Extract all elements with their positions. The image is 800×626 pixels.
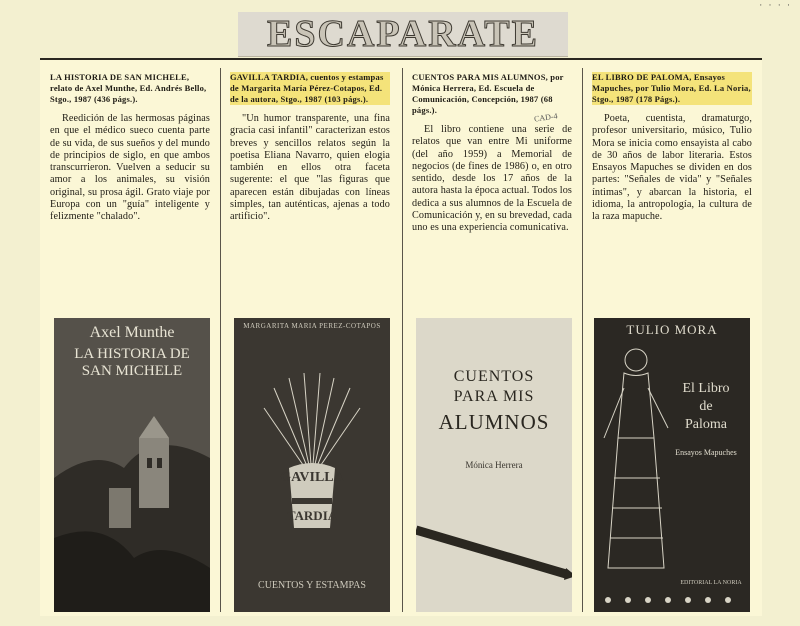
cover-illustration: [594, 318, 750, 612]
review-heading: CUENTOS PARA MIS ALUMNOS, por Mónica Herrera, Ed. Escuela de Comunicación, Concepción, 1987 (68 págs.).: [412, 72, 564, 115]
handwritten-note: CAD-4: [533, 111, 559, 124]
review-heading: EL LIBRO DE PALOMA, Ensayos Mapuches, por Tulio Mora, Ed. La Noria, Stgo., 1987 (178 Págs.).: [592, 72, 751, 104]
cover-author: Mónica Herrera: [465, 460, 523, 470]
cover-title: Paloma: [685, 417, 727, 432]
cover-author: MARGARITA MARIA PEREZ-COTAPOS: [243, 322, 381, 330]
review-column-4: [592, 72, 752, 224]
review-heading: LA HISTORIA DE SAN MICHELE, relato de Axel Munthe, Ed. Andrés Bello, Stgo., 1987 (436 págs.).: [50, 72, 207, 104]
cover-title: ALUMNOS: [438, 410, 550, 434]
cover-title: GAVILLA: [280, 470, 344, 485]
review-body: Reedición de las hermosas páginas en que el médico sueco cuenta parte de su vida, de sus sueños y del mundo de principios de siglo, en que ambos transcurrieron. Vuelven a seducir su amor a los animales, su visión original, su prosa ágil. Grato viaje por Europa con un "guía" inteligente y felizmente "chalado".: [50, 113, 210, 223]
review-column-2: [230, 72, 390, 224]
masthead-title: ESCAPARATE: [267, 13, 539, 55]
cover-title: El Libro: [682, 381, 730, 396]
cover-illustration: [234, 318, 390, 612]
cover-title: LA HISTORIA DE SAN MICHELE: [74, 346, 190, 379]
cover-title-block: [664, 380, 748, 434]
review-body: El libro contiene una serie de relatos que van entre Mi uniforme (del año 1959) a Memorial de negocios (de fines de 1986) o, en otro sentido, desde los 17 años de la autora hasta la época actual. Todos los dedica a sus alumnos de la Escuela de Comunicación y, en su brevedad, cada uno es una experiencia comunicativa.: [412, 124, 572, 234]
cover-subtitle: CUENTOS Y ESTAMPAS: [258, 580, 366, 591]
review-column-3: [412, 72, 572, 235]
masthead: [238, 12, 568, 57]
cover-author: TULIO MORA: [626, 322, 718, 337]
cover-title: CUENTOS: [453, 368, 535, 385]
newspaper-clipping: [40, 58, 762, 616]
column-rule: [582, 68, 583, 612]
book-cover-el-libro-de-paloma: [594, 318, 750, 612]
cover-publisher: EDITORIAL LA NORIA: [680, 580, 742, 586]
book-cover-gavilla-tardia: [234, 318, 390, 612]
cover-title: de: [699, 399, 713, 414]
review-column-1: [50, 72, 210, 224]
cover-title: TARDIA: [286, 508, 338, 523]
cover-author: Axel Munthe: [89, 324, 175, 341]
review-body: Poeta, cuentista, dramaturgo, profesor universitario, músico, Tulio Mora se inicia como ensayista al cabo de 30 años de labor literaria. Estos Ensayos Mapuches se dividen en dos partes: "Señales de vida" y "Señales íntimas", y abarcan la historia, el idioma, la antropología, la cultura de la raza mapuche.: [592, 113, 752, 223]
review-body: "Un humor transparente, una fina gracia casi infantil" caracterizan estos breves y sencillos relatos según la poetisa Eliana Navarro, quien elogia también en ellos otra faceta sugerente: el que "las figuras que aparecen están dibujadas con líneas simples, tan auténticas, ajenas a todo artificio".: [230, 113, 390, 223]
column-rule: [220, 68, 221, 612]
page-mark: · · · ·: [759, 0, 792, 10]
cover-title: PARA MIS: [453, 388, 535, 405]
book-cover-san-michele: [54, 318, 210, 612]
review-heading: GAVILLA TARDIA, cuentos y estampas de Margarita María Pérez-Cotapos, Ed. de la autora, Stgo., 1987 (103 págs.).: [230, 72, 390, 105]
column-rule: [402, 68, 403, 612]
book-cover-cuentos-para-mis-alumnos: [416, 318, 572, 612]
cover-subtitle: Ensayos Mapuches: [675, 448, 737, 457]
